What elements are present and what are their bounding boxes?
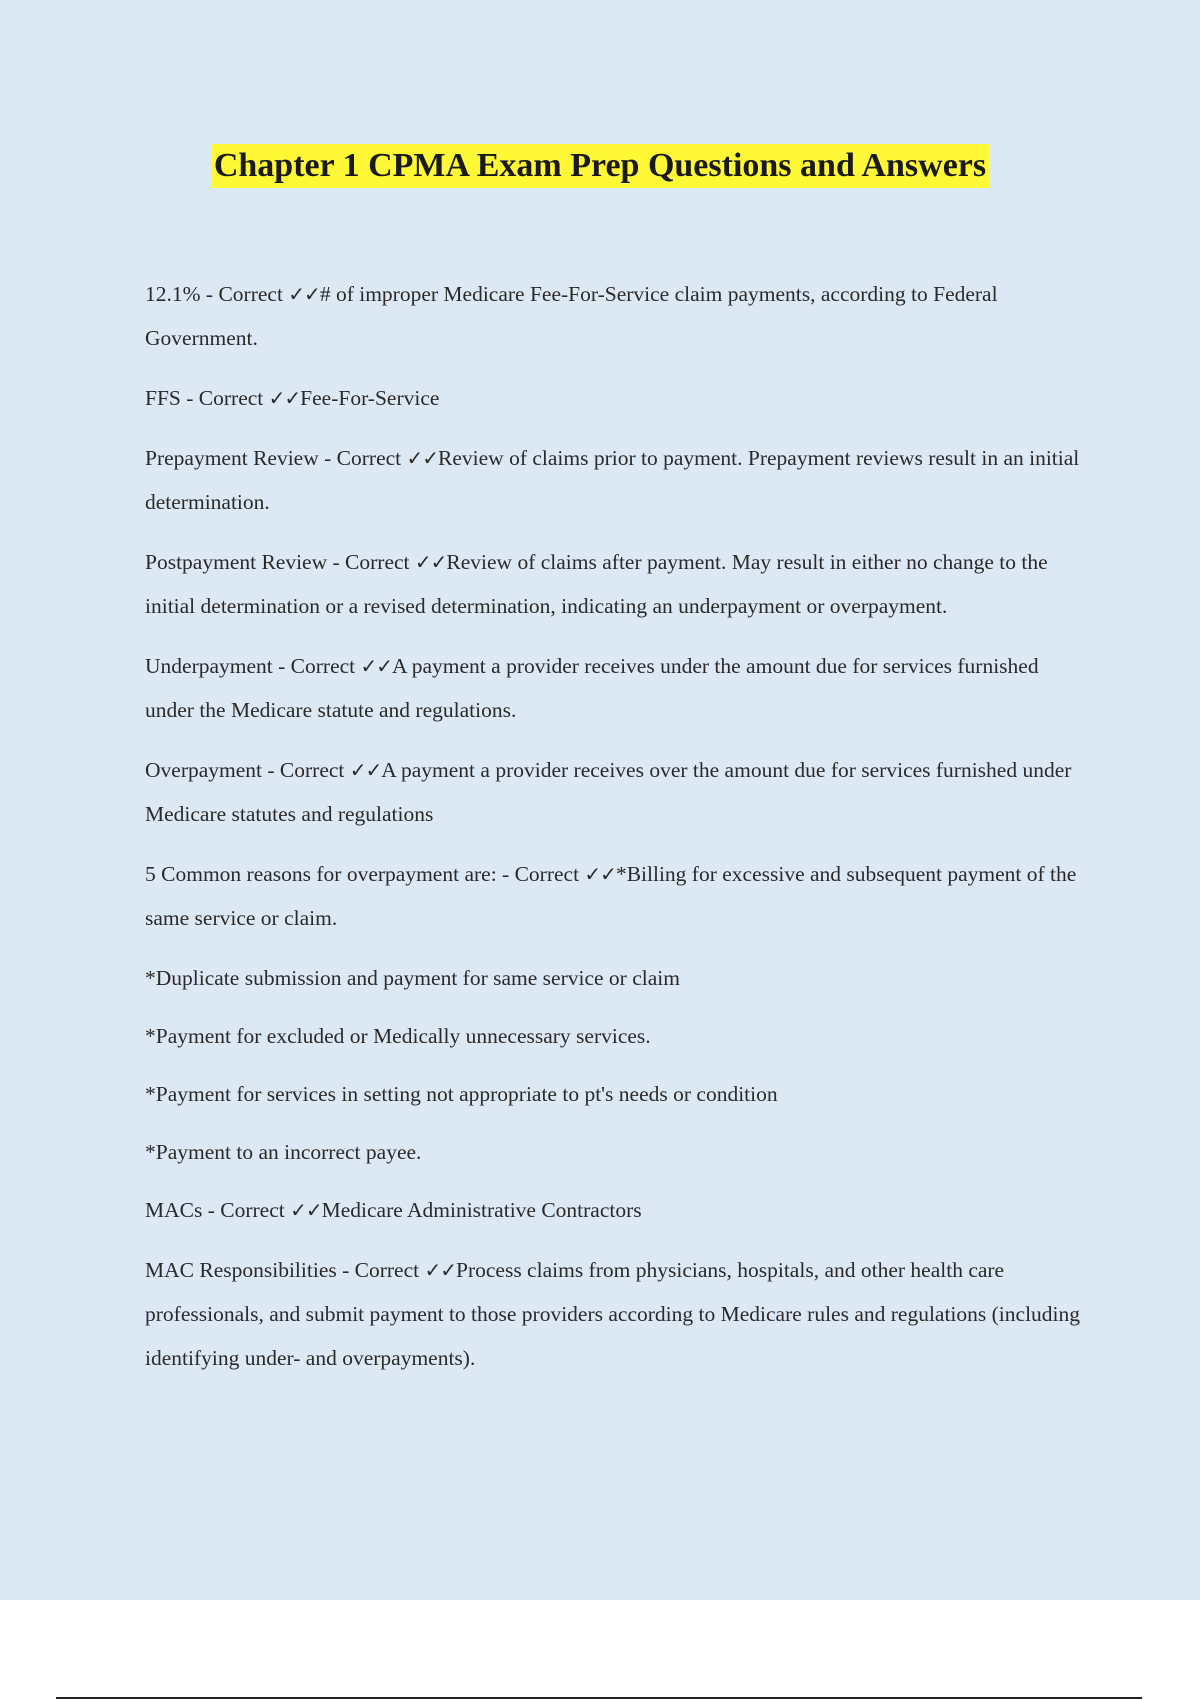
reason-item: *Payment for services in setting not appropriate to pt's needs or condition xyxy=(145,1082,778,1106)
entry-term: FFS - xyxy=(145,386,199,410)
entry-term: Underpayment - xyxy=(145,654,291,678)
entry-label: Correct xyxy=(336,446,402,470)
qa-entry xyxy=(145,1188,1090,1232)
reason-item: *Payment for excluded or Medically unnecessary services. xyxy=(145,1024,651,1048)
reason-item: *Duplicate submission and payment for same service or claim xyxy=(145,966,680,990)
entry-label: Correct xyxy=(279,758,345,782)
double-check-icon: ✓✓ xyxy=(584,862,616,886)
entry-answer: Review of claims after payment. May result in either no change to the initial determination or a revised determination, indicating an underpayment or overpayment. xyxy=(145,550,1048,618)
double-check-icon: ✓✓ xyxy=(290,1198,322,1222)
qa-entry xyxy=(145,540,1090,628)
entry-label: Correct xyxy=(354,1258,420,1282)
entry-term: 12.1% - xyxy=(145,282,219,306)
qa-entry xyxy=(145,748,1090,836)
entry-answer: Fee-For-Service xyxy=(300,386,440,410)
entry-term: MAC Responsibilities - xyxy=(145,1258,355,1282)
document-title: Chapter 1 CPMA Exam Prep Questions and Answers xyxy=(211,144,989,188)
double-check-icon: ✓✓ xyxy=(424,1258,456,1282)
title-wrap xyxy=(0,144,1200,188)
entry-answer: Process claims from physicians, hospitals, and other health care professionals, and submit payment to those providers according to Medicare rules and regulations (including identifying under- and overpayments). xyxy=(145,1258,1081,1370)
qa-entry xyxy=(145,1248,1090,1380)
entry-answer: A payment a provider receives over the amount due for services furnished under Medicare statutes and regulations xyxy=(145,758,1072,826)
double-check-icon: ✓✓ xyxy=(288,282,320,306)
entry-term: Postpayment Review - xyxy=(145,550,346,574)
entry-answer: Medicare Administrative Contractors xyxy=(321,1198,642,1222)
reason-item: *Payment to an incorrect payee. xyxy=(145,1140,422,1164)
qa-entry xyxy=(145,436,1090,524)
qa-entry xyxy=(145,272,1090,360)
footer-divider xyxy=(56,1697,1142,1699)
entry-label: Correct xyxy=(345,550,410,574)
double-check-icon: ✓✓ xyxy=(406,446,439,470)
entry-term: Prepayment Review - xyxy=(145,446,337,470)
double-check-icon: ✓✓ xyxy=(414,550,447,574)
entry-term: MACs - xyxy=(145,1198,221,1222)
entry-label: Correct xyxy=(290,654,356,678)
entry-answer: *Billing for excessive and subsequent payment of the same service or claim. xyxy=(145,862,1077,930)
qa-entry xyxy=(145,376,1090,420)
qa-entry xyxy=(145,852,1090,940)
entry-label: Correct xyxy=(514,862,580,886)
double-check-icon: ✓✓ xyxy=(268,386,301,410)
entry-answer: Review of claims prior to payment. Prepayment reviews result in an initial determination. xyxy=(145,446,1080,514)
entry-label: Correct xyxy=(198,386,264,410)
entry-answer: A payment a provider receives under the amount due for services furnished under the Medicare statute and regulations. xyxy=(145,654,1039,722)
double-check-icon: ✓✓ xyxy=(349,758,382,782)
entry-label: Correct xyxy=(220,1198,285,1222)
document-body xyxy=(145,272,1090,1396)
qa-entry xyxy=(145,644,1090,732)
entry-term: Overpayment - xyxy=(145,758,280,782)
double-check-icon: ✓✓ xyxy=(360,654,393,678)
entry-term: 5 Common reasons for overpayment are: - xyxy=(145,862,515,886)
entry-label: Correct xyxy=(218,282,283,306)
entry-answer: # of improper Medicare Fee-For-Service claim payments, according to Federal Government. xyxy=(145,282,998,350)
